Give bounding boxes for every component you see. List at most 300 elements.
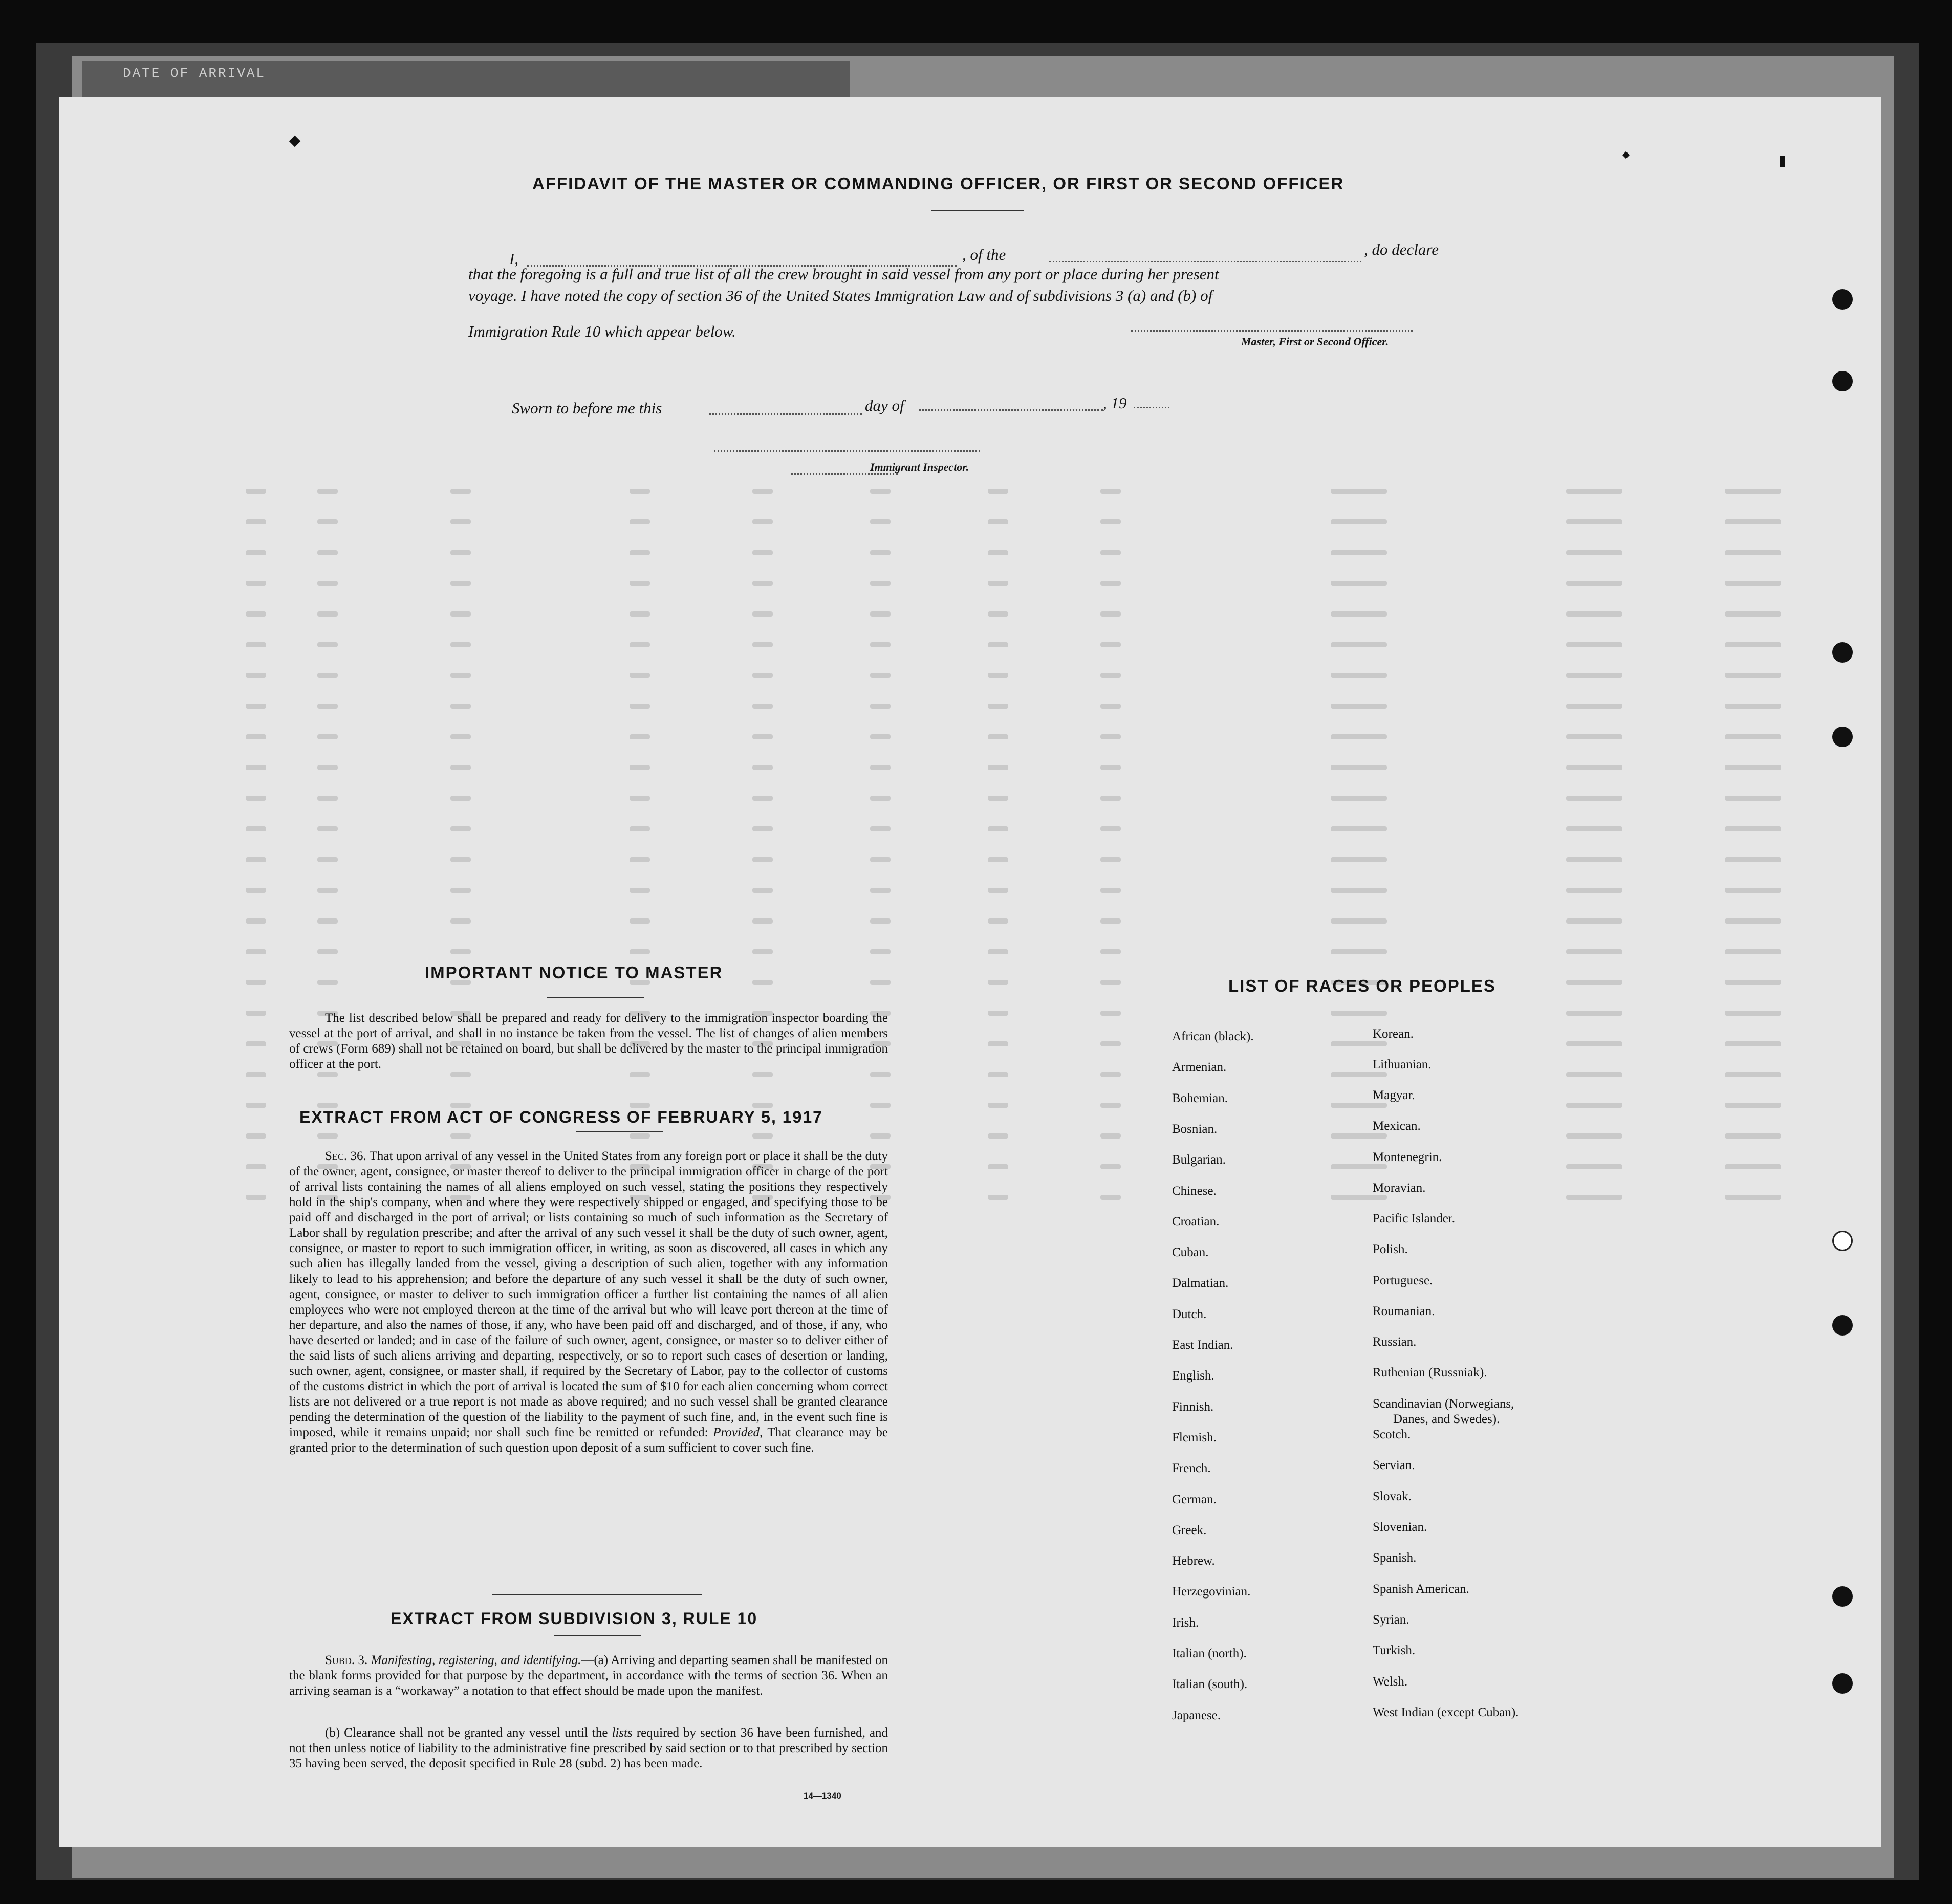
ghost-mark bbox=[630, 949, 650, 954]
punch-hole-icon bbox=[1832, 1315, 1853, 1336]
form-page bbox=[59, 97, 1881, 1847]
ghost-mark bbox=[317, 888, 338, 893]
race-item: Italian (south). bbox=[1172, 1677, 1248, 1692]
ghost-mark bbox=[870, 796, 891, 801]
race-item: Chinese. bbox=[1172, 1184, 1217, 1198]
ghost-mark bbox=[317, 489, 338, 494]
ghost-mark bbox=[1725, 673, 1781, 678]
ghost-mark bbox=[1566, 796, 1622, 801]
ghost-mark bbox=[988, 519, 1008, 524]
ghost-mark bbox=[1566, 673, 1622, 678]
race-item: Bohemian. bbox=[1172, 1091, 1228, 1105]
ghost-mark bbox=[1725, 857, 1781, 862]
ghost-mark bbox=[1100, 796, 1121, 801]
punch-hole-icon bbox=[1832, 1586, 1853, 1607]
ghost-mark bbox=[1100, 489, 1121, 494]
ghost-mark bbox=[752, 673, 773, 678]
ghost-mark bbox=[630, 796, 650, 801]
sworn-month-field[interactable] bbox=[919, 409, 1103, 411]
ghost-mark bbox=[988, 1164, 1008, 1169]
ghost-mark bbox=[246, 949, 266, 954]
notice-title: IMPORTANT NOTICE TO MASTER bbox=[425, 963, 723, 982]
ghost-mark bbox=[450, 642, 471, 647]
ghost-mark bbox=[1100, 550, 1121, 555]
ghost-mark bbox=[246, 550, 266, 555]
race-item: Magyar. bbox=[1373, 1088, 1415, 1102]
section-label: Sec. 36. bbox=[325, 1149, 366, 1163]
ghost-mark bbox=[988, 704, 1008, 709]
ghost-mark bbox=[988, 949, 1008, 954]
rule-rule bbox=[554, 1635, 641, 1636]
ghost-mark bbox=[246, 857, 266, 862]
ghost-mark bbox=[1566, 888, 1622, 893]
ghost-mark bbox=[1566, 704, 1622, 709]
ghost-mark bbox=[630, 1133, 650, 1139]
ghost-mark bbox=[752, 888, 773, 893]
race-item: Dalmatian. bbox=[1172, 1276, 1229, 1290]
ghost-mark bbox=[1100, 611, 1121, 617]
ghost-mark bbox=[317, 734, 338, 739]
ghost-mark bbox=[870, 826, 891, 831]
ghost-mark bbox=[317, 1072, 338, 1077]
ghost-mark bbox=[988, 673, 1008, 678]
ghost-mark bbox=[1725, 1164, 1781, 1169]
affidavit-title: AFFIDAVIT OF THE MASTER OR COMMANDING OFFICER, OR FIRST OR SECOND OFFICER bbox=[532, 174, 1344, 193]
race-item: Lithuanian. bbox=[1373, 1058, 1432, 1071]
ghost-mark bbox=[752, 1103, 773, 1108]
ghost-mark bbox=[988, 796, 1008, 801]
ghost-mark bbox=[450, 734, 471, 739]
ghost-mark bbox=[1331, 1133, 1387, 1139]
ghost-mark bbox=[1331, 673, 1387, 678]
ghost-mark bbox=[246, 1133, 266, 1139]
officer-signature-label: Master, First or Second Officer. bbox=[1241, 335, 1389, 348]
ghost-mark bbox=[870, 611, 891, 617]
ghost-mark bbox=[1331, 489, 1387, 494]
ghost-mark bbox=[246, 826, 266, 831]
ghost-mark bbox=[630, 857, 650, 862]
ghost-mark bbox=[1566, 1041, 1622, 1046]
ghost-mark bbox=[630, 918, 650, 924]
ghost-mark bbox=[1566, 1164, 1622, 1169]
ghost-mark bbox=[1725, 980, 1781, 985]
subd-label: Subd. 3. bbox=[325, 1653, 368, 1667]
ghost-mark bbox=[1566, 642, 1622, 647]
ghost-mark bbox=[752, 489, 773, 494]
ghost-mark bbox=[317, 642, 338, 647]
ghost-mark bbox=[246, 734, 266, 739]
race-item: African (black). bbox=[1172, 1030, 1254, 1043]
ghost-mark bbox=[870, 642, 891, 647]
subd-a-text: Arriving and departing seamen shall be manifested on the blank forms provided for that purpose by the department, in accordance with the terms of section 36. When an arriving seaman is a “workaway” a notation to that effect should be made upon the manifest. bbox=[289, 1653, 888, 1698]
ghost-mark bbox=[1100, 1133, 1121, 1139]
ghost-mark bbox=[1100, 519, 1121, 524]
ghost-mark bbox=[1725, 704, 1781, 709]
ghost-mark bbox=[1331, 704, 1387, 709]
ghost-mark bbox=[630, 642, 650, 647]
ghost-mark bbox=[246, 1195, 266, 1200]
ghost-mark bbox=[1566, 519, 1622, 524]
ghost-mark bbox=[1331, 1103, 1387, 1108]
ghost-mark bbox=[988, 765, 1008, 770]
ghost-mark bbox=[1331, 1041, 1387, 1046]
ghost-mark bbox=[317, 980, 338, 985]
ghost-mark bbox=[988, 642, 1008, 647]
ghost-mark bbox=[450, 796, 471, 801]
race-item: Spanish American. bbox=[1373, 1582, 1469, 1596]
subd-italic: Manifesting, registering, and identifying. bbox=[371, 1653, 581, 1667]
ghost-mark bbox=[246, 519, 266, 524]
ghost-mark bbox=[870, 949, 891, 954]
ghost-mark bbox=[752, 734, 773, 739]
race-item: Syrian. bbox=[1373, 1613, 1409, 1627]
ghost-mark bbox=[870, 581, 891, 586]
ghost-mark bbox=[1566, 918, 1622, 924]
ghost-mark bbox=[246, 765, 266, 770]
punch-hole-icon bbox=[1832, 289, 1853, 310]
ghost-mark bbox=[1100, 581, 1121, 586]
ghost-mark bbox=[1331, 796, 1387, 801]
ghost-mark bbox=[870, 489, 891, 494]
ghost-mark bbox=[1331, 949, 1387, 954]
ghost-mark bbox=[246, 918, 266, 924]
inspector-line bbox=[714, 450, 980, 452]
ghost-mark bbox=[630, 826, 650, 831]
ghost-mark bbox=[450, 1072, 471, 1077]
race-item: Scotch. bbox=[1373, 1428, 1411, 1441]
section-36-end: That clearance may be granted prior to the determination of such question upon deposit of a sum sufficient to cover such fine. bbox=[289, 1426, 888, 1455]
affidavit-line-2: that the foregoing is a full and true list of all the crew brought in said vessel from any port or place during her present bbox=[468, 265, 1219, 283]
ghost-mark bbox=[450, 857, 471, 862]
race-item: Bulgarian. bbox=[1172, 1153, 1226, 1167]
race-item: Polish. bbox=[1373, 1242, 1408, 1256]
race-item: Irish. bbox=[1172, 1615, 1199, 1630]
ghost-mark bbox=[988, 1011, 1008, 1016]
affidavit-line-4: Immigration Rule 10 which appear below. bbox=[468, 322, 736, 340]
ghost-mark bbox=[1725, 550, 1781, 555]
act-title: EXTRACT FROM ACT OF CONGRESS OF FEBRUARY 5, 1917 bbox=[299, 1108, 823, 1126]
ghost-mark bbox=[1725, 581, 1781, 586]
ghost-mark bbox=[1725, 918, 1781, 924]
ghost-mark bbox=[450, 581, 471, 586]
ghost-mark bbox=[450, 1133, 471, 1139]
ghost-mark bbox=[1100, 1103, 1121, 1108]
ghost-mark bbox=[752, 826, 773, 831]
ghost-mark bbox=[450, 611, 471, 617]
ghost-mark bbox=[870, 1072, 891, 1077]
ghost-mark bbox=[1100, 1195, 1121, 1200]
ghost-mark bbox=[246, 489, 266, 494]
race-item: Hebrew. bbox=[1172, 1554, 1215, 1568]
ghost-mark bbox=[752, 918, 773, 924]
affidavit-line-3: voyage. I have noted the copy of section 36 of the United States Immigration Law and of subdivisions 3 (a) and (b) of bbox=[468, 287, 1213, 304]
ghost-mark bbox=[1331, 1011, 1387, 1016]
subd-b-text-1: Clearance shall not be granted any vessel until the bbox=[344, 1726, 608, 1740]
punch-hole-icon bbox=[1832, 371, 1853, 391]
ghost-mark bbox=[246, 1041, 266, 1046]
ghost-mark bbox=[246, 1164, 266, 1169]
ghost-mark bbox=[450, 550, 471, 555]
ghost-mark bbox=[1566, 1195, 1622, 1200]
race-item: Italian (north). bbox=[1172, 1647, 1247, 1660]
ghost-mark bbox=[450, 489, 471, 494]
ghost-mark bbox=[1100, 949, 1121, 954]
ghost-mark bbox=[317, 1133, 338, 1139]
ghost-mark bbox=[1100, 673, 1121, 678]
race-item: Welsh. bbox=[1373, 1675, 1408, 1689]
ghost-mark bbox=[752, 949, 773, 954]
race-item: Scandinavian (Norwegians, bbox=[1373, 1397, 1514, 1411]
act-end-rule bbox=[492, 1594, 702, 1595]
ghost-mark bbox=[450, 949, 471, 954]
race-item: Flemish. bbox=[1172, 1430, 1217, 1445]
race-item: Roumanian. bbox=[1373, 1304, 1435, 1318]
ghost-mark bbox=[246, 1011, 266, 1016]
ghost-mark bbox=[450, 765, 471, 770]
ghost-mark bbox=[752, 1072, 773, 1077]
race-item: Montenegrin. bbox=[1373, 1150, 1442, 1164]
ghost-mark bbox=[1725, 1072, 1781, 1077]
form-number: 14—1340 bbox=[804, 1791, 841, 1801]
ghost-mark bbox=[1725, 1011, 1781, 1016]
ghost-mark bbox=[1331, 1195, 1387, 1200]
ghost-mark bbox=[1331, 888, 1387, 893]
ghost-mark bbox=[630, 550, 650, 555]
ghost-mark bbox=[870, 857, 891, 862]
ghost-mark bbox=[630, 489, 650, 494]
ghost-mark bbox=[1566, 949, 1622, 954]
ghost-mark bbox=[1725, 949, 1781, 954]
vessel-name-field[interactable] bbox=[1049, 261, 1361, 262]
day-of-label: day of bbox=[865, 397, 904, 414]
ghost-mark bbox=[752, 581, 773, 586]
ghost-mark bbox=[246, 581, 266, 586]
ghost-mark bbox=[246, 611, 266, 617]
ghost-mark bbox=[1566, 1133, 1622, 1139]
act-rule bbox=[576, 1131, 663, 1132]
subd-b-text-2: required by section 36 have been furnished, and not then unless notice of liability to the administrative fine prescribed by said section or to that prescribed by section 35 having been served, the deposit specified in Rule 28 (subd. 2) has been made. bbox=[289, 1726, 888, 1770]
ghost-mark bbox=[870, 765, 891, 770]
sworn-year-field[interactable] bbox=[1134, 407, 1169, 408]
ghost-mark bbox=[317, 949, 338, 954]
ghost-mark bbox=[1566, 980, 1622, 985]
ghost-mark bbox=[870, 519, 891, 524]
date-of-arrival-label: DATE OF ARRIVAL bbox=[123, 65, 266, 81]
race-item: English. bbox=[1172, 1369, 1214, 1383]
ghost-mark bbox=[752, 550, 773, 555]
ghost-mark bbox=[630, 734, 650, 739]
ghost-mark bbox=[630, 611, 650, 617]
punch-hole-icon bbox=[1832, 642, 1853, 663]
ghost-mark bbox=[1331, 519, 1387, 524]
ghost-mark bbox=[317, 796, 338, 801]
race-item: Portuguese. bbox=[1373, 1274, 1433, 1287]
ghost-mark bbox=[752, 642, 773, 647]
ghost-mark bbox=[1100, 1072, 1121, 1077]
ghost-mark bbox=[988, 1195, 1008, 1200]
ghost-mark bbox=[1566, 734, 1622, 739]
ghost-mark bbox=[246, 673, 266, 678]
ghost-mark bbox=[988, 734, 1008, 739]
ghost-mark bbox=[988, 918, 1008, 924]
ghost-mark bbox=[450, 673, 471, 678]
race-item: Slovenian. bbox=[1373, 1520, 1427, 1534]
ghost-mark bbox=[1331, 1072, 1387, 1077]
race-item: Bosnian. bbox=[1172, 1122, 1218, 1136]
ghost-mark bbox=[450, 704, 471, 709]
ghost-mark bbox=[317, 550, 338, 555]
ghost-mark bbox=[1725, 611, 1781, 617]
ghost-mark bbox=[870, 704, 891, 709]
ghost-mark bbox=[1725, 642, 1781, 647]
race-item: Ruthenian (Russniak). bbox=[1373, 1366, 1487, 1380]
race-item: Turkish. bbox=[1373, 1644, 1416, 1657]
ghost-mark bbox=[988, 1133, 1008, 1139]
ghost-mark bbox=[630, 704, 650, 709]
race-item: Pacific Islander. bbox=[1373, 1212, 1456, 1225]
race-item: Croatian. bbox=[1172, 1214, 1220, 1229]
ghost-mark bbox=[450, 826, 471, 831]
ghost-mark bbox=[988, 1103, 1008, 1108]
rule-a-text bbox=[289, 1653, 888, 1699]
ghost-mark bbox=[1566, 1103, 1622, 1108]
ghost-mark bbox=[870, 918, 891, 924]
ghost-mark bbox=[870, 673, 891, 678]
ghost-mark bbox=[1725, 1041, 1781, 1046]
ghost-mark bbox=[1100, 1041, 1121, 1046]
ghost-mark bbox=[1100, 765, 1121, 770]
ghost-mark bbox=[1331, 642, 1387, 647]
ghost-mark bbox=[630, 888, 650, 893]
ghost-mark bbox=[1725, 796, 1781, 801]
ghost-mark bbox=[630, 1072, 650, 1077]
declare-label: , do declare bbox=[1364, 240, 1439, 258]
race-item: Moravian. bbox=[1373, 1181, 1426, 1195]
ghost-mark bbox=[1566, 550, 1622, 555]
ghost-mark bbox=[1100, 888, 1121, 893]
ghost-mark bbox=[870, 1133, 891, 1139]
race-item: Herzegovinian. bbox=[1172, 1585, 1251, 1599]
ghost-mark bbox=[1331, 611, 1387, 617]
race-item: Greek. bbox=[1172, 1523, 1207, 1537]
act-text bbox=[289, 1149, 888, 1456]
ghost-mark bbox=[317, 765, 338, 770]
ghost-mark bbox=[1725, 519, 1781, 524]
ink-speck-icon bbox=[1780, 156, 1785, 167]
ghost-mark bbox=[988, 550, 1008, 555]
ghost-mark bbox=[752, 857, 773, 862]
ghost-mark bbox=[246, 642, 266, 647]
ghost-mark bbox=[988, 826, 1008, 831]
ghost-mark bbox=[1331, 550, 1387, 555]
ghost-mark bbox=[1331, 918, 1387, 924]
ghost-mark bbox=[1725, 888, 1781, 893]
ghost-mark bbox=[1100, 918, 1121, 924]
ghost-mark bbox=[870, 734, 891, 739]
year-label: , 19 bbox=[1103, 394, 1127, 412]
ghost-mark bbox=[317, 519, 338, 524]
race-item: German. bbox=[1172, 1492, 1217, 1506]
race-item: Spanish. bbox=[1373, 1551, 1417, 1565]
race-item: Mexican. bbox=[1373, 1119, 1421, 1133]
ghost-mark bbox=[1566, 857, 1622, 862]
ghost-mark bbox=[450, 519, 471, 524]
officer-signature-field[interactable] bbox=[1131, 330, 1413, 332]
ghost-mark bbox=[317, 611, 338, 617]
ghost-mark bbox=[450, 1103, 471, 1108]
ghost-mark bbox=[246, 704, 266, 709]
race-item: East Indian. bbox=[1172, 1338, 1233, 1352]
race-item: Korean. bbox=[1373, 1027, 1414, 1041]
race-item: Servian. bbox=[1373, 1458, 1415, 1472]
ghost-mark bbox=[1331, 857, 1387, 862]
race-item: Armenian. bbox=[1172, 1060, 1227, 1075]
vessel-label: , of the bbox=[962, 246, 1006, 264]
ghost-mark bbox=[870, 888, 891, 893]
ghost-mark bbox=[1100, 857, 1121, 862]
ghost-mark bbox=[630, 581, 650, 586]
rule-b-text bbox=[289, 1725, 888, 1771]
ghost-mark bbox=[988, 611, 1008, 617]
ghost-mark bbox=[246, 796, 266, 801]
ghost-mark bbox=[1725, 765, 1781, 770]
ghost-mark bbox=[1725, 1103, 1781, 1108]
declarant-label: I, bbox=[509, 250, 519, 268]
rule-title: EXTRACT FROM SUBDIVISION 3, RULE 10 bbox=[391, 1609, 758, 1628]
races-title: LIST OF RACES OR PEOPLES bbox=[1228, 976, 1496, 995]
ghost-mark bbox=[752, 704, 773, 709]
punch-hole-icon bbox=[1832, 1673, 1853, 1694]
ghost-mark bbox=[988, 1072, 1008, 1077]
ghost-mark bbox=[1100, 826, 1121, 831]
ghost-mark bbox=[630, 1103, 650, 1108]
ghost-mark bbox=[752, 796, 773, 801]
subd-a-label: —(a) bbox=[581, 1653, 609, 1667]
ghost-mark bbox=[870, 980, 891, 985]
race-item: Danes, and Swedes). bbox=[1393, 1412, 1500, 1426]
race-item: West Indian (except Cuban). bbox=[1373, 1705, 1519, 1719]
ghost-mark bbox=[1100, 1011, 1121, 1016]
ghost-mark bbox=[1566, 611, 1622, 617]
punch-hole-icon bbox=[1832, 727, 1853, 747]
ghost-mark bbox=[630, 519, 650, 524]
ghost-mark bbox=[752, 1133, 773, 1139]
ghost-mark bbox=[1725, 734, 1781, 739]
ghost-mark bbox=[317, 826, 338, 831]
ghost-mark bbox=[1566, 1011, 1622, 1016]
ghost-mark bbox=[988, 581, 1008, 586]
ghost-mark bbox=[988, 489, 1008, 494]
sworn-day-field[interactable] bbox=[709, 413, 862, 415]
ghost-mark bbox=[317, 673, 338, 678]
ghost-mark bbox=[988, 857, 1008, 862]
ghost-mark bbox=[1566, 826, 1622, 831]
ghost-mark bbox=[1725, 826, 1781, 831]
ghost-mark bbox=[246, 980, 266, 985]
ghost-mark bbox=[988, 980, 1008, 985]
ghost-mark bbox=[752, 980, 773, 985]
ghost-mark bbox=[1566, 1072, 1622, 1077]
ghost-mark bbox=[870, 1103, 891, 1108]
punch-hole-icon bbox=[1832, 1231, 1853, 1251]
sworn-label: Sworn to before me this bbox=[512, 399, 662, 417]
ghost-mark bbox=[630, 765, 650, 770]
notice-text: The list described below shall be prepared and ready for delivery to the immigration inspector boarding the vessel at the port of arrival, and shall in no instance be taken from the vessel. The list of changes of alien members of crews (Form 689) shall not be retained on board, but shall be delivered by the master to the principal immigration officer at the port. bbox=[289, 1011, 888, 1071]
ghost-mark bbox=[1331, 826, 1387, 831]
race-item: Dutch. bbox=[1172, 1307, 1207, 1321]
race-item: Japanese. bbox=[1172, 1708, 1221, 1722]
ghost-mark bbox=[246, 1103, 266, 1108]
